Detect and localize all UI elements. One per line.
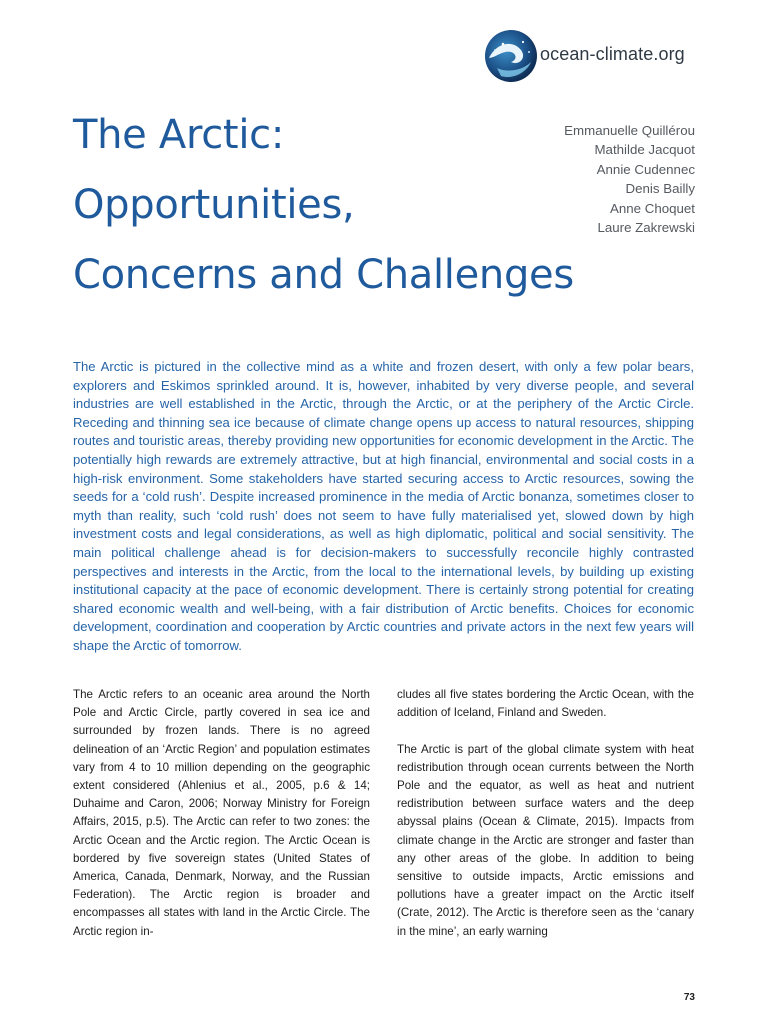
body-paragraph: The Arctic is part of the global climate system with heat redistribution through ocean currents between the North Pole and the equator, as well as heat and nutrient redistribution between surface waters and the deep abyssal plains (Ocean & Climate, 2015). Impacts from climate change in the Arctic are stronger and faster than any other areas of the globe. In addition to being sensitive to outside impacts, Arctic emissions and pollutions have a greater impact on the Arctic itself (Crate, 2012). The Arctic is therefore seen as the ‘canary in the mine’, an early warning <box>397 742 694 938</box>
title-line: Opportunities, <box>73 182 355 228</box>
author-name: Mathilde Jacquot <box>594 142 695 158</box>
body-paragraph: cludes all five states bordering the Arctic Ocean, with the addition of Iceland, Finland and Sweden. <box>397 688 694 720</box>
title-line: The Arctic: <box>73 112 284 158</box>
author-name: Laure Zakrewski <box>597 220 695 236</box>
author-name: Annie Cudennec <box>596 161 695 177</box>
author-name: Emmanuelle Quillérou <box>564 123 695 138</box>
body-column-right <box>397 686 694 959</box>
title-line: Concerns and Challenges <box>73 252 574 298</box>
abstract: The Arctic is pictured in the collective mind as a white and frozen desert, with only a few polar bears, explorers and Eskimos sprinkled around. It is, however, inhabited by very diverse people, and several industries are well established in the Arctic, through the Arctic, or at the periphery of the Arctic Circle. Receding and thinning sea ice because of climate change opens up access to natural resources, shipping routes and touristic areas, thereby providing new opportunities for economic development in the Arctic. The potentially high rewards are extremely attractive, but at high financial, environmental and social costs in a high-risk environment. Some stakeholders have started securing access to Arctic resources, sowing the seeds for a ‘cold rush’. Despite increased prominence in the media of Arctic bonanza, sometimes closer to myth than reality, such ‘cold rush’ does not seem to have fully materialised yet, slowed down by high investment costs and legal considerations, as well as high diplomatic, political and social sensitivity. The main political challenge ahead is for decision-makers to successfully reconcile highly contrasted perspectives and interests in the Arctic, from the local to the international levels, by building up existing institutional capacity at the pace of economic development. There is certainly strong potential for creating shared economic wealth and well-being, with a fair distribution of Arctic benefits. Choices for economic development, coordination and cooperation by Arctic countries and private actors in the next few years will shape the Arctic of tomorrow. <box>73 359 694 653</box>
author-list <box>564 121 695 237</box>
body-column-left <box>73 686 370 959</box>
logo-text[interactable]: ocean-climate.org <box>540 44 685 64</box>
body-paragraph: The Arctic refers to an oceanic area around the North Pole and Arctic Circle, partly covered in sea ice and surrounded by frozen lands. There is no agreed delineation of an ‘Arctic Region’ and population estimates vary from 4 to 10 million depending on the geographic extent considered (Ahlenius et al., 2005, p.6 & 14; Duhaime and Caron, 2006; Norway Ministry for Foreign Affairs, 2015, p.5). The Arctic can refer to two zones: the Arctic Ocean and the Arctic region. The Arctic Ocean is bordered by five sovereign states (United States of America, Canada, Denmark, Norway, and the Russian Federation). The Arctic region is broader and encompasses all states with land in the Arctic Circle. The Arctic region in- <box>73 688 370 938</box>
author-name: Anne Choquet <box>609 200 695 216</box>
page-number: 73 <box>683 992 695 1003</box>
author-name: Denis Bailly <box>625 181 695 197</box>
ocean-wave-globe-icon <box>483 28 539 84</box>
site-logo <box>483 28 695 86</box>
